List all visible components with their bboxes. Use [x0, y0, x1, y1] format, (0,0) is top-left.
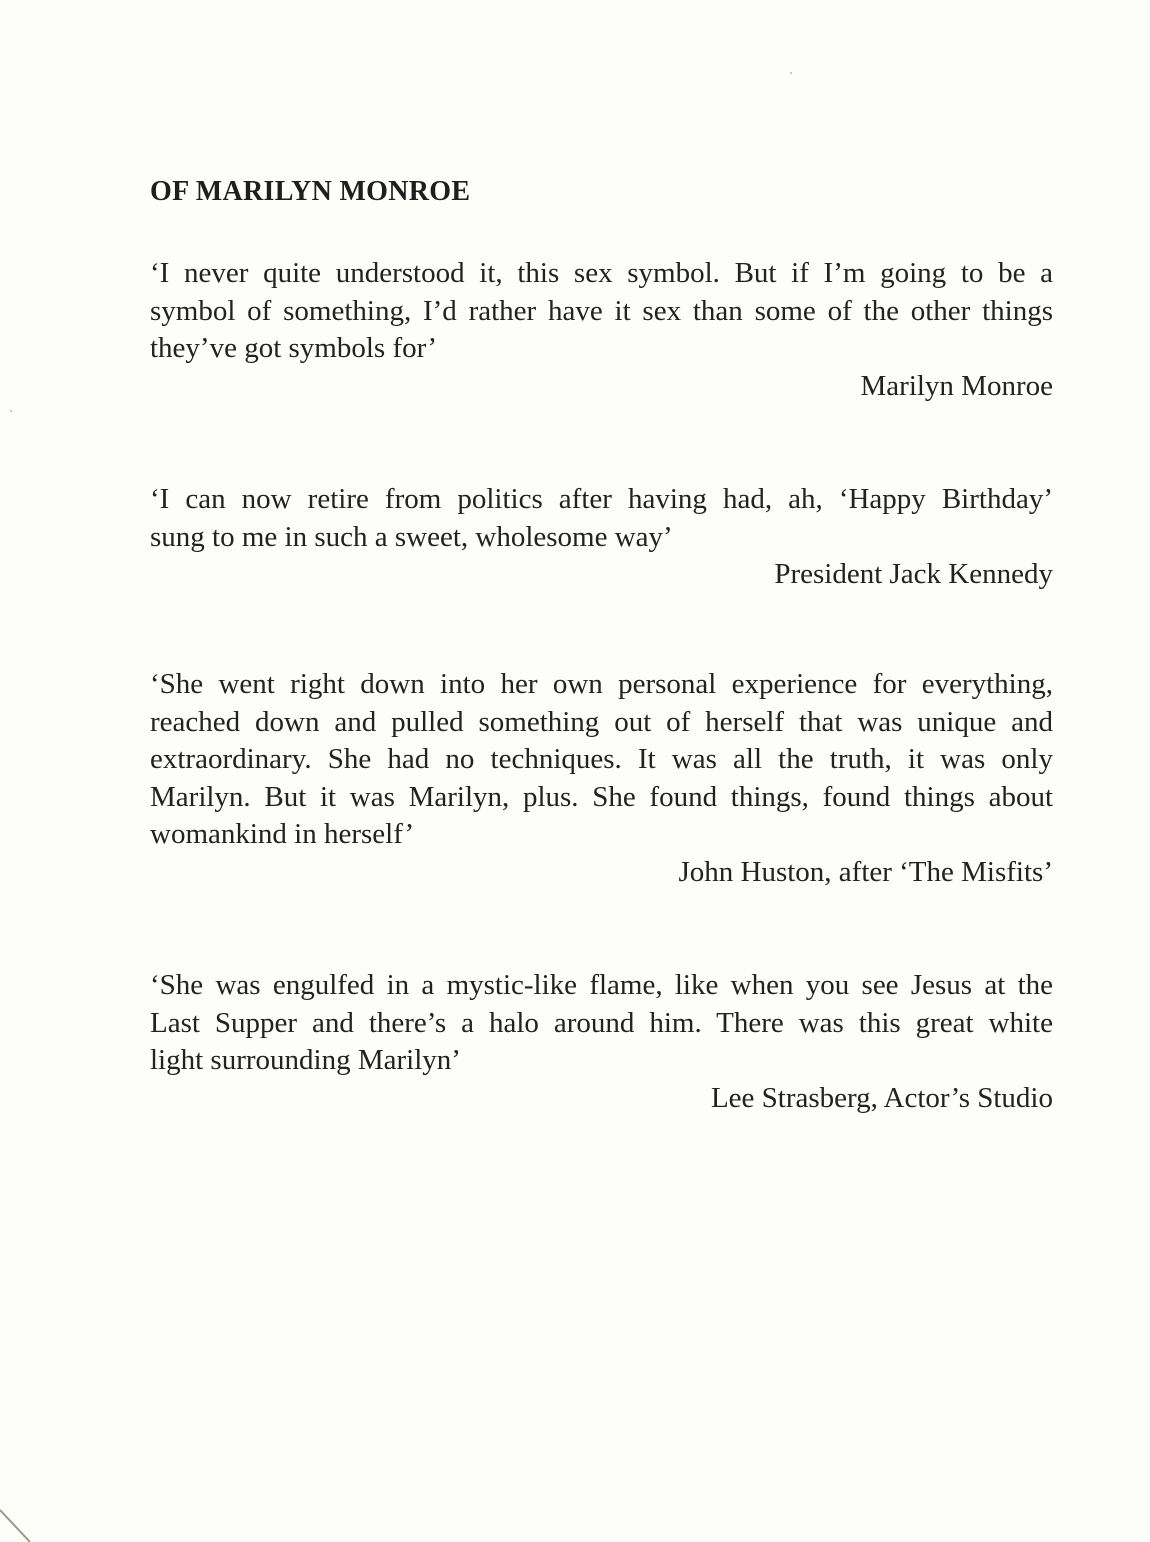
quote-line: light surrounding Marilyn’	[150, 1044, 461, 1076]
quote-line: extraordinary. She had no techniques. It was all the truth, it was only	[150, 743, 1053, 775]
quote-line: they’ve got symbols for’	[150, 332, 437, 364]
quote-block	[150, 481, 1053, 594]
paper-speck	[10, 410, 12, 412]
quote-line: ‘I never quite understood it, this sex symbol. But if I’m going to be a	[150, 257, 1053, 289]
quote-block	[150, 666, 1053, 891]
quote-line: reached down and pulled something out of herself that was unique and	[150, 705, 1053, 738]
quote-block	[150, 255, 1053, 405]
quote-line: sung to me in such a sweet, wholesome way’	[150, 520, 673, 553]
quote-line: womankind in herself’	[150, 818, 415, 850]
quote-line: ‘I can now retire from politics after having had, ah, ‘Happy Birthday’	[150, 483, 1053, 515]
quote-line: Last Supper and there’s a halo around him. There was this great white	[150, 1006, 1053, 1039]
quote-attribution: President Jack Kennedy	[774, 558, 1053, 590]
quote-line: ‘She was engulfed in a mystic-like flame, like when you see Jesus at the	[150, 969, 1053, 1001]
quote-line: ‘She went right down into her own personal experience for everything,	[150, 668, 1053, 700]
page-title: OF MARILYN MONROE	[150, 176, 471, 207]
quote-attribution: John Huston, after ‘The Misfits’	[678, 855, 1053, 888]
quote-attribution: Lee Strasberg, Actor’s Studio	[710, 1081, 1053, 1114]
page-corner-mark	[0, 1502, 40, 1542]
quote-line: Marilyn. But it was Marilyn, plus. She found things, found things about	[150, 780, 1053, 813]
paper-speck	[790, 72, 792, 74]
quote-block	[150, 967, 1053, 1117]
quote-attribution: Marilyn Monroe	[860, 369, 1053, 402]
quote-line: symbol of something, I’d rather have it sex than some of the other things	[150, 294, 1053, 327]
